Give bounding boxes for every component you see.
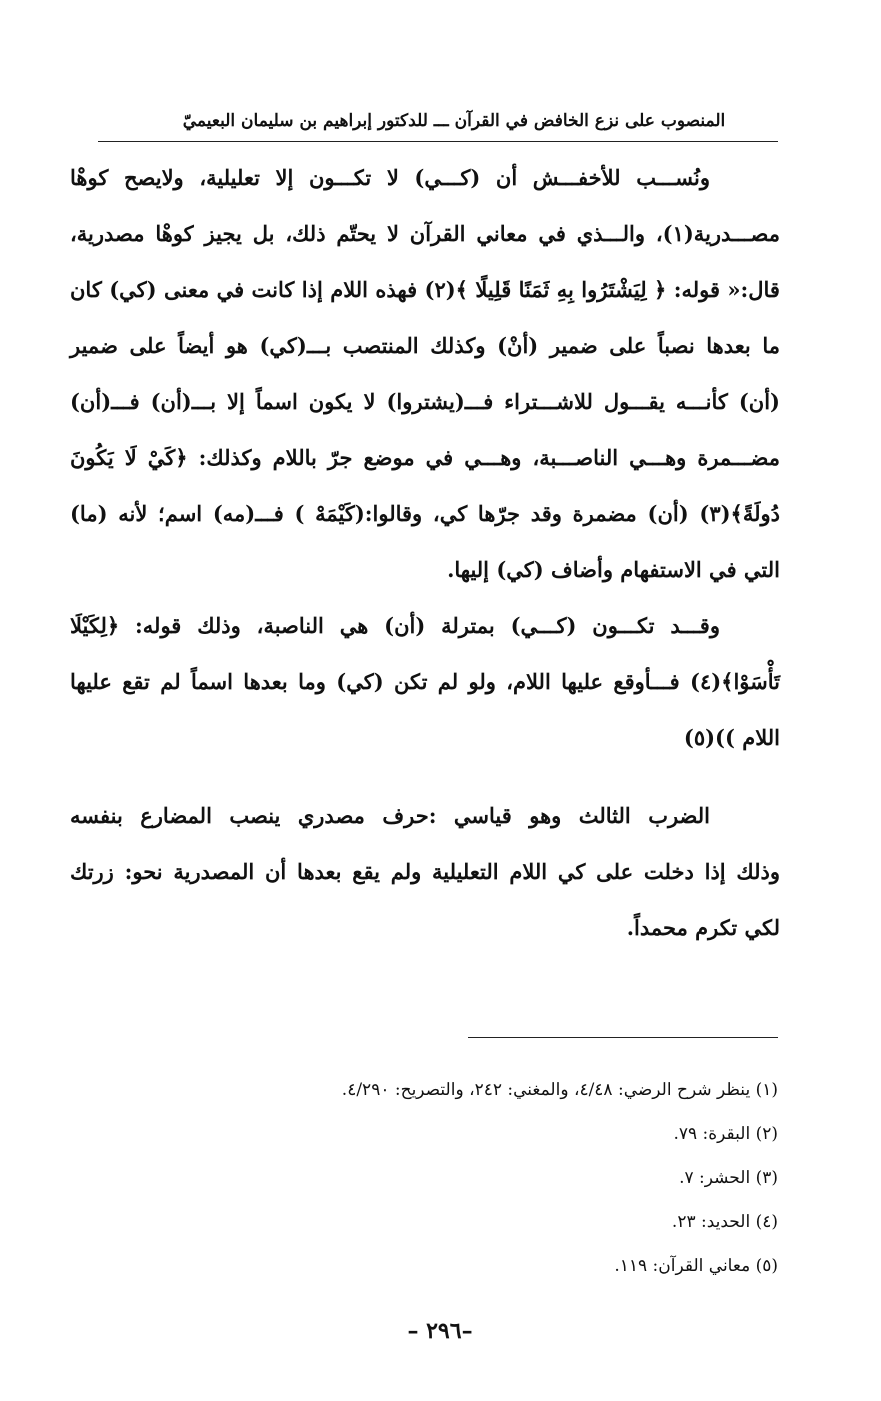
text-line: وذلك إذا دخلت على كي اللام التعليلية ولم يقع بعدها أن المصدرية نحو: زرتك bbox=[70, 859, 780, 884]
text-line: مضـــمرة وهـــي الناصـــبة، وهـــي في موضع جرّ باللام وكذلك: ﴿كَيْ لَا يَكُونَ bbox=[70, 445, 780, 470]
text-line: ما بعدها نصباً على ضمير (أنْ) وكذلك المنتصب بـــ(كي) هو أيضاً على ضمير bbox=[70, 333, 780, 358]
page-number: –٢٩٦ – bbox=[407, 1318, 473, 1344]
text-line: تَأْسَوْا﴾(٤) فـــأوقع عليها اللام، ولو لم تكن (كي) وما بعدها اسماً لم تقع عليها bbox=[70, 669, 780, 694]
text-line: اللام ))(٥) bbox=[683, 725, 780, 750]
text-line: دُولَةً﴾(٣) (أن) مضمرة وقد جرّها كي، وقالوا:(كَيْمَهْ ) فـــ(مه) اسم؛ لأنه (ما) bbox=[70, 501, 780, 526]
header-divider bbox=[98, 141, 778, 142]
main-text bbox=[70, 150, 780, 956]
running-header: المنصوب على نزع الخافض في القرآن ـــ للدكتور إبراهيم بن سليمان البعيميّ bbox=[182, 111, 726, 131]
footnote-item: (٥) معاني القرآن: ١١٩. bbox=[614, 1256, 778, 1276]
text-line: (أن) كأنـــه يقـــول للاشـــتراء فـــ(يشتروا) لا يكون اسماً إلا بـــ(أن) فـــ(أن) bbox=[70, 389, 780, 414]
footnote-item: (٢) البقرة: ٧٩. bbox=[673, 1124, 778, 1144]
text-line: قال:« قوله: ﴿ لِيَشْتَرُوا بِهِ ثَمَنًا قَلِيلًا ﴾(٢) فهذه اللام إذا كانت في معنى (كي) كان bbox=[70, 277, 780, 302]
footnote-item: (١) ينظر شرح الرضي: ٤/٤٨، والمغني: ٢٤٢، والتصريح: ٤/٢٩٠. bbox=[341, 1080, 778, 1100]
text-line: مصـــدرية(١)، والـــذي في معاني القرآن لا يحتّم ذلك، بل يجيز كوهْا مصدرية، bbox=[70, 221, 780, 246]
text-line: ونُســـب للأخفـــش أن (كـــي) لا تكـــون إلا تعليلية، ولايصح كوهْا bbox=[70, 165, 710, 190]
text-line: لكي تكرم محمداً. bbox=[626, 915, 780, 940]
footnote-divider bbox=[468, 1037, 778, 1038]
footnotes bbox=[150, 1068, 778, 1288]
footnote-item: (٤) الحديد: ٢٣. bbox=[671, 1212, 778, 1232]
footnote-item: (٣) الحشر: ٧. bbox=[679, 1168, 778, 1188]
text-line: وقـــد تكـــون (كـــي) بمترلة (أن) هي الناصبة، وذلك قوله: ﴿لِكَيْلَا bbox=[70, 613, 720, 638]
text-line: التي في الاستفهام وأضاف (كي) إليها. bbox=[447, 557, 780, 582]
text-line: الضرب الثالث وهو قياسي :حرف مصدري ينصب المضارع بنفسه bbox=[70, 803, 710, 828]
